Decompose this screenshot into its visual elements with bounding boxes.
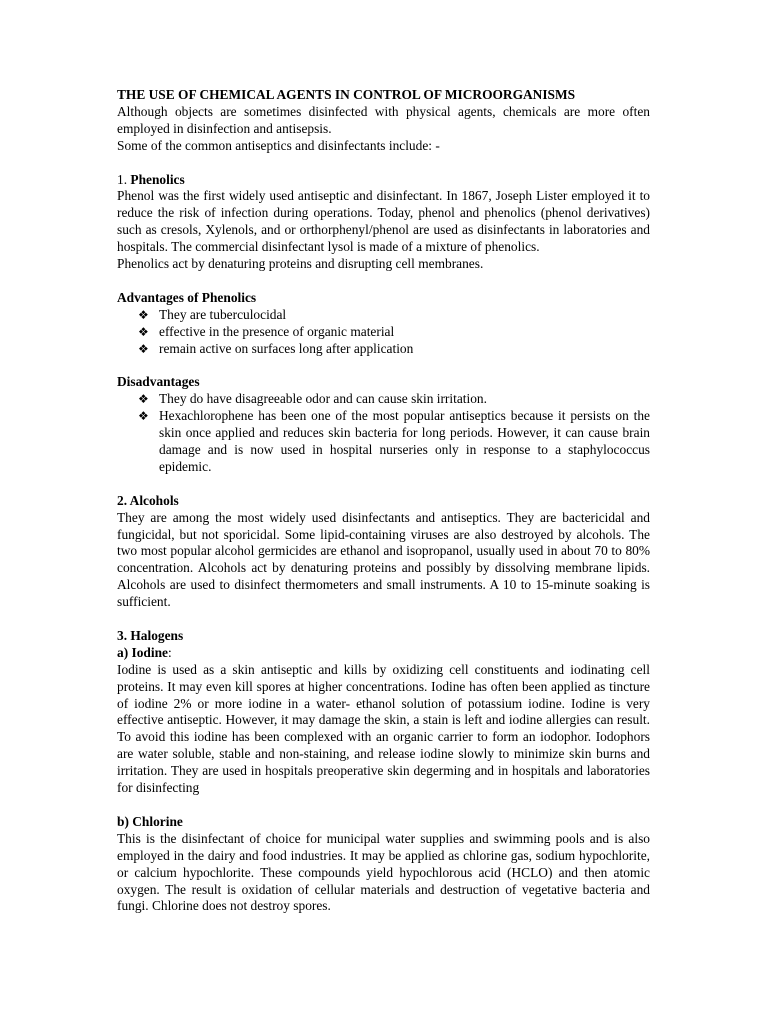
advantages-list xyxy=(117,307,650,358)
alcohols-paragraph: They are among the most widely used disinfectants and antiseptics. They are bactericidal and fungicidal, but not sporicidal. Some lipid-containing viruses are also destroyed by alcohols. The two most popular alcohol germicides are ethanol and isopropanol, usually used in about 70 to 80% concentration. Alcohols act by denaturing proteins and possibly by dissolving membrane lipids. Alcohols are used to disinfect thermometers and small instruments. A 10 to 15-minute soaking is sufficient. xyxy=(117,509,650,610)
list-item-text: Hexachlorophene has been one of the most popular antiseptics because it persists on the skin once applied and reduces skin bacteria for long periods. However, it can cause brain damage and is now used in hospital nurseries only in response to a staphylococcus epidemic. xyxy=(159,408,650,474)
phenolics-paragraph-2: Phenolics act by denaturing proteins and disrupting cell membranes. xyxy=(117,256,484,272)
spacer xyxy=(117,273,650,290)
section-number: 1. xyxy=(117,171,128,187)
chlorine-heading: b) Chlorine xyxy=(117,813,183,829)
diamond-bullet-icon: ❖ xyxy=(138,392,149,407)
intro-paragraph-1: Although objects are sometimes disinfected with physical agents, chemicals are more often employed in disinfection and antisepsis. xyxy=(117,103,650,136)
diamond-bullet-icon: ❖ xyxy=(138,341,149,356)
section-heading-label: Phenolics xyxy=(130,171,185,187)
spacer xyxy=(117,155,650,172)
spacer xyxy=(117,357,650,374)
disadvantages-list xyxy=(117,391,650,476)
spacer xyxy=(117,797,650,814)
diamond-bullet-icon: ❖ xyxy=(138,324,149,339)
list-item-text: They do have disagreeable odor and can cause skin irritation. xyxy=(159,391,487,407)
list-item xyxy=(117,307,650,324)
list-item xyxy=(117,391,650,408)
section-heading-alcohols: 2. Alcohols xyxy=(117,492,179,508)
spacer xyxy=(117,611,650,628)
section-heading-phenolics xyxy=(117,172,650,189)
iodine-heading: a) Iodine xyxy=(117,644,168,660)
list-item xyxy=(117,341,650,358)
document-title: THE USE OF CHEMICAL AGENTS IN CONTROL OF MICROORGANISMS xyxy=(117,87,576,102)
iodine-heading-colon: : xyxy=(167,644,172,660)
list-item xyxy=(117,408,650,476)
advantages-heading: Advantages of Phenolics xyxy=(117,289,257,305)
list-item-text: effective in the presence of organic material xyxy=(159,323,395,339)
list-item-text: remain active on surfaces long after application xyxy=(159,340,414,356)
spacer xyxy=(117,476,650,493)
diamond-bullet-icon: ❖ xyxy=(138,307,149,322)
iodine-paragraph: Iodine is used as a skin antiseptic and kills by oxidizing cell constituents and iodinating cell proteins. It may even kill spores at higher concentrations. Iodine has often been applied as tincture of iodine 2% or more iodine in a water- ethanol solution of potassium iodine. Iodine is very effective antiseptic. However, it may damage the skin, a stain is left and iodine allergies can result. To avoid this iodine has been complexed with an organic carrier to form an iodophor. Iodophors are water soluble, stable and non-staining, and release iodine slowly to minimize skin burns and irritation. They are used in hospitals preoperative skin degerming and in hospitals and laboratories for disinfecting xyxy=(117,661,650,796)
phenolics-paragraph-1: Phenol was the first widely used antiseptic and disinfectant. In 1867, Joseph Lister employed it to reduce the risk of infection during operations. Today, phenol and phenolics (phenol derivatives) such as cresols, Xylenols, and or orthorphenyl/phenol are used as disinfectants in laboratories and hospitals. The commercial disinfectant lysol is made of a mixture of phenolics. xyxy=(117,188,650,255)
section-heading-halogens: 3. Halogens xyxy=(117,627,184,643)
diamond-bullet-icon: ❖ xyxy=(138,409,149,424)
intro-paragraph-2: Some of the common antiseptics and disinfectants include: - xyxy=(117,137,440,153)
iodine-heading-line xyxy=(117,645,650,662)
list-item xyxy=(117,324,650,341)
disadvantages-heading: Disadvantages xyxy=(117,374,200,390)
document-body xyxy=(117,87,650,915)
list-item-text: They are tuberculocidal xyxy=(159,306,287,322)
chlorine-paragraph: This is the disinfectant of choice for municipal water supplies and swimming pools and is also employed in the dairy and food industries. It may be applied as chlorine gas, sodium hypochlorite, or calcium hypochlorite. These compounds yield hypochlorous acid (HCLO) and then atomic oxygen. The result is oxidation of cellular materials and destruction of vegetative bacteria and fungi. Chlorine does not destroy spores. xyxy=(117,830,650,914)
